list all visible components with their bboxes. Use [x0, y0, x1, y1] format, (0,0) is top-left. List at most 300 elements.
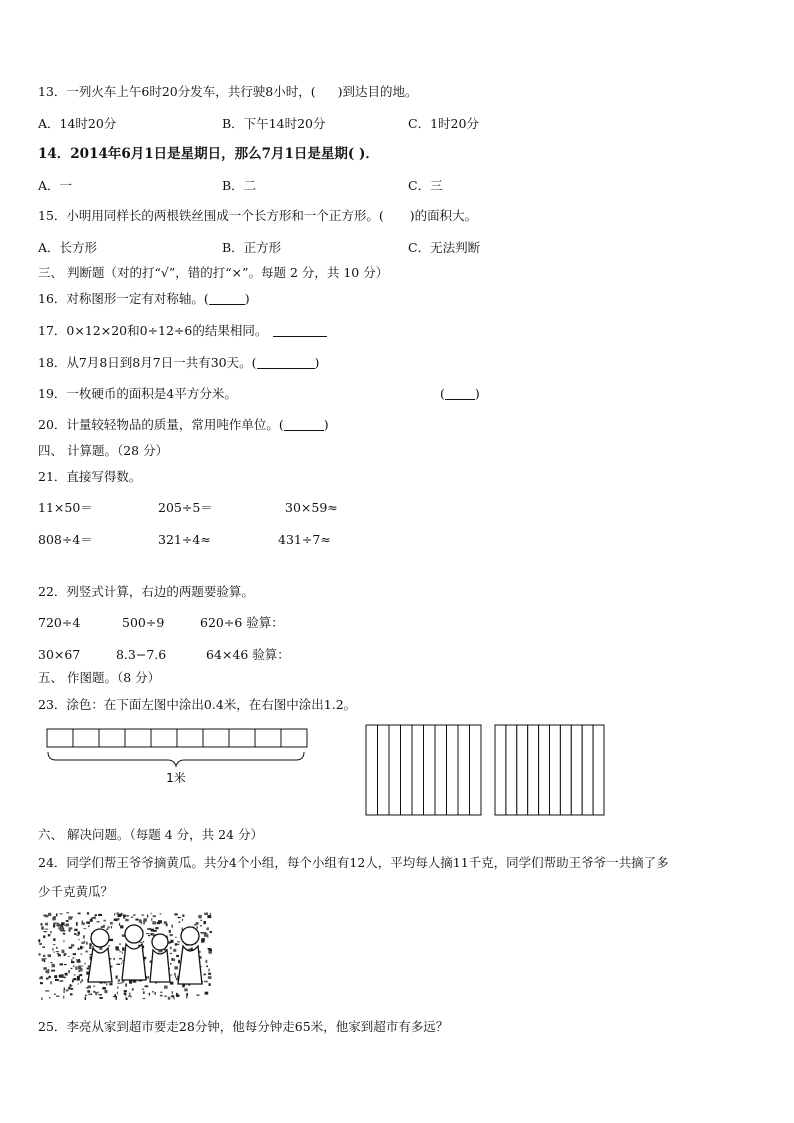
texture-dot [196, 994, 199, 996]
texture-dot [140, 942, 143, 943]
texture-dot [51, 962, 53, 963]
texture-dot [125, 919, 129, 922]
texture-dot [119, 943, 121, 944]
texture-dot [86, 942, 88, 945]
texture-dot [170, 953, 173, 954]
texture-dot [101, 926, 105, 928]
texture-dot [89, 943, 91, 946]
texture-dot [174, 959, 175, 962]
texture-dot [68, 956, 70, 957]
texture-dot [46, 977, 48, 978]
q20-stem: 20．计量较轻物品的质量，常用吨作单位。( ) [38, 417, 329, 432]
texture-dot [69, 947, 73, 949]
q22-item: 8.3−7.6 [116, 647, 167, 662]
q15-option-a[interactable]: A．长方形 [38, 240, 98, 255]
texture-dot [130, 996, 131, 998]
texture-dot [103, 920, 106, 922]
grid-column[interactable] [582, 725, 593, 815]
texture-dot [70, 988, 73, 990]
texture-dot [210, 913, 211, 915]
q21-item: 30×59≈ [285, 500, 338, 515]
q14-stem: 14．2014年6月1日是星期日，那么7月1日是星期( )． [38, 146, 379, 162]
texture-dot [95, 992, 97, 995]
texture-dot [173, 997, 174, 999]
texture-dot [170, 975, 172, 976]
q22-item: 500÷9 [122, 615, 165, 630]
texture-dot [68, 970, 70, 973]
texture-dot [131, 917, 133, 918]
texture-dot [206, 966, 208, 968]
texture-dot [44, 958, 47, 959]
texture-dot [57, 953, 59, 954]
texture-dot [83, 935, 85, 938]
texture-dot [53, 938, 55, 941]
texture-dot [52, 964, 56, 967]
q14-option-c[interactable]: C．三 [408, 178, 443, 193]
q24-line2: 少千克黄瓜？ [38, 884, 114, 899]
texture-dot [75, 967, 77, 970]
q15-option-c[interactable]: C．无法判断 [408, 240, 481, 255]
texture-dot [80, 946, 82, 949]
texture-dot [99, 994, 103, 995]
texture-dot [170, 940, 173, 943]
texture-dot [48, 976, 50, 978]
q17-answer-blank[interactable] [273, 324, 327, 337]
texture-dot [82, 923, 85, 925]
texture-dot [63, 990, 64, 993]
texture-dot [51, 970, 55, 972]
texture-dot [55, 979, 59, 981]
texture-dot [164, 921, 167, 924]
texture-dot [182, 915, 184, 917]
q21-item: 321÷4≈ [158, 532, 211, 547]
texture-dot [71, 968, 73, 969]
grid-column[interactable] [366, 725, 378, 815]
texture-dot [69, 927, 73, 929]
texture-dot [117, 983, 120, 984]
texture-dot [60, 928, 64, 931]
texture-dot [119, 958, 122, 959]
texture-dot [102, 987, 106, 989]
section-6-heading: 六、 解决问题。（每题 4 分，共 24 分） [38, 827, 263, 842]
texture-dot [56, 951, 59, 952]
texture-dot [98, 992, 99, 993]
texture-dot [76, 922, 78, 926]
texture-dot [78, 970, 80, 972]
texture-dot [115, 997, 117, 1000]
grid-column[interactable] [470, 725, 482, 815]
texture-dot [50, 931, 52, 933]
ruler-cell[interactable] [47, 729, 73, 747]
texture-dot [45, 990, 49, 991]
texture-dot [177, 941, 180, 942]
texture-dot [126, 998, 128, 1000]
q16-stem: 16．对称图形一定有对称轴。( ) [38, 291, 250, 306]
texture-dot [200, 925, 202, 927]
texture-dot [43, 955, 45, 957]
texture-dot [54, 994, 56, 996]
texture-dot [208, 976, 212, 979]
texture-dot [168, 997, 171, 1000]
texture-dot [110, 939, 113, 941]
texture-dot [110, 922, 113, 925]
q19-answer-blank[interactable] [445, 387, 475, 400]
q18-stem: 18．从7月8日到8月7日一共有30天。( ) [38, 355, 320, 370]
texture-dot [206, 912, 207, 915]
texture-dot [48, 955, 49, 956]
texture-dot [47, 970, 50, 974]
children-picking-illustration [38, 912, 212, 1000]
texture-dot [208, 973, 211, 975]
texture-dot [125, 983, 127, 986]
grid-figure-left[interactable] [365, 724, 482, 816]
texture-dot [86, 922, 90, 924]
ruler-cells[interactable] [47, 729, 307, 747]
texture-dot [85, 995, 87, 996]
texture-dot [85, 963, 86, 965]
texture-dot [174, 913, 177, 915]
texture-dot [194, 924, 197, 926]
ruler-cell[interactable] [281, 729, 307, 747]
texture-dot [178, 922, 180, 923]
ruler-figure [46, 728, 308, 790]
texture-dot [53, 948, 54, 951]
texture-dot [79, 965, 82, 968]
grid-column[interactable] [458, 725, 470, 815]
texture-dot [49, 997, 50, 999]
texture-dot [117, 987, 118, 989]
q21-item: 808÷4＝ [38, 532, 93, 547]
texture-dot [66, 912, 69, 913]
texture-dot [184, 988, 187, 991]
texture-dot [54, 975, 57, 978]
texture-dot [147, 928, 151, 930]
texture-dot [68, 987, 70, 990]
texture-dot [88, 986, 92, 989]
q25-stem: 25．李亮从家到超市要走28分钟，他每分钟走65米，他家到超市有多远？ [38, 1019, 449, 1034]
texture-dot [173, 949, 176, 952]
grid-column[interactable] [424, 725, 436, 815]
texture-dot [64, 964, 67, 965]
texture-dot [99, 997, 102, 999]
texture-dot [72, 957, 74, 958]
texture-dot [153, 930, 157, 932]
texture-dot [146, 933, 150, 934]
texture-dot [40, 982, 43, 984]
texture-dot [119, 923, 120, 926]
q23-stem: 23．涂色：在下面左图中涂出0.4米，在右图中涂出1.2。 [38, 697, 357, 712]
texture-dot [56, 996, 59, 998]
grid-column[interactable] [593, 725, 604, 815]
texture-dot [153, 915, 156, 917]
texture-dot [208, 948, 211, 950]
texture-dot [73, 965, 74, 967]
q21-item: 431÷7≈ [278, 532, 331, 547]
q22-stem: 22．列竖式计算，右边的两题要验算。 [38, 584, 254, 599]
q17-stem: 17．0×12×20和0÷12÷6的结果相同。 [38, 323, 327, 339]
ruler-cell[interactable] [255, 729, 281, 747]
texture-dot [151, 918, 152, 920]
texture-dot [145, 985, 149, 987]
texture-dot [42, 947, 45, 948]
texture-dot [116, 912, 119, 914]
q13-option-c[interactable]: C．1时20分 [408, 116, 479, 131]
texture-dot [43, 967, 47, 970]
q13-option-b[interactable]: B．下午14时20分 [222, 116, 326, 131]
texture-dot [204, 913, 206, 915]
q18-answer-blank[interactable] [257, 356, 315, 369]
grid-column[interactable] [435, 725, 447, 815]
texture-dot [109, 983, 112, 985]
texture-dot [206, 960, 208, 963]
texture-dot [93, 986, 95, 987]
texture-dot [65, 973, 68, 976]
q22-item: 720÷4 [38, 615, 81, 630]
texture-dot [45, 923, 48, 926]
q14-option-a[interactable]: A．一 [38, 178, 73, 193]
texture-dot [63, 996, 64, 999]
texture-dot [64, 925, 66, 926]
texture-dot [88, 994, 91, 995]
q22-item: 30×67 [38, 647, 81, 662]
texture-dot [53, 944, 56, 945]
texture-dot [64, 988, 65, 991]
texture-dot [148, 976, 150, 979]
texture-dot [178, 960, 179, 963]
ruler-cell[interactable] [99, 729, 125, 747]
texture-dot [59, 913, 62, 914]
texture-dot [108, 926, 110, 928]
texture-dot [135, 919, 138, 921]
texture-dot [116, 949, 119, 951]
texture-dot [200, 920, 202, 921]
ruler-cell[interactable] [177, 729, 203, 747]
texture-dot [210, 931, 212, 933]
grid-figure-right[interactable] [494, 724, 605, 816]
texture-dot [85, 997, 87, 1000]
texture-dot [171, 925, 173, 928]
grid-column[interactable] [550, 725, 561, 815]
texture-dot [160, 995, 163, 997]
texture-dot [50, 981, 52, 984]
texture-dot [92, 917, 95, 919]
texture-dot [45, 929, 49, 930]
texture-dot [90, 919, 93, 922]
texture-dot [114, 994, 116, 996]
texture-dot [109, 945, 111, 946]
texture-dot [44, 960, 45, 963]
texture-dot [155, 927, 158, 929]
texture-dot [170, 934, 173, 936]
texture-dot [171, 995, 174, 997]
texture-dot [207, 915, 211, 918]
texture-dot [176, 995, 180, 997]
grid-column[interactable] [506, 725, 517, 815]
grid-column[interactable] [401, 725, 413, 815]
texture-dot [208, 969, 210, 972]
texture-dot [48, 913, 51, 916]
texture-dot [123, 915, 126, 918]
texture-dot [78, 931, 80, 934]
texture-dot [39, 953, 41, 955]
texture-dot [198, 915, 202, 918]
section-3-heading: 三、 判断题（对的打“√”，错的打“×”。每题 2 分，共 10 分） [38, 265, 389, 280]
section-4-heading: 四、 计算题。（28 分） [38, 443, 169, 458]
ruler-cell[interactable] [203, 729, 229, 747]
texture-dot [95, 914, 97, 916]
texture-dot [150, 933, 152, 935]
texture-dot [124, 990, 127, 992]
texture-dot [153, 933, 155, 936]
texture-dot [79, 974, 82, 976]
texture-dot [104, 990, 107, 993]
texture-dot [141, 914, 144, 915]
texture-dot [70, 993, 73, 995]
ruler-cell[interactable] [151, 729, 177, 747]
grid-column[interactable] [571, 725, 582, 815]
texture-dot [60, 963, 64, 965]
q20-answer-blank[interactable] [284, 418, 324, 431]
texture-dot [41, 923, 43, 925]
texture-dot [152, 921, 156, 924]
texture-dot [154, 992, 156, 995]
texture-dot [82, 965, 83, 966]
texture-dot [152, 991, 153, 993]
texture-dot [71, 944, 74, 946]
q14-option-b[interactable]: B．二 [222, 178, 257, 193]
texture-dot [175, 943, 178, 945]
texture-dot [117, 992, 118, 995]
texture-dot [116, 964, 120, 965]
texture-dot [204, 933, 208, 936]
texture-dot [38, 939, 40, 942]
texture-dot [201, 940, 204, 942]
texture-dot [142, 988, 144, 990]
texture-dot [204, 981, 208, 983]
texture-dot [174, 973, 176, 976]
q13-stem: 13．一列火车上午6时20分发车，共行驶8小时，( )到达目的地。 [38, 84, 418, 99]
texture-dot [118, 979, 120, 982]
texture-dot [122, 980, 124, 982]
texture-dot [124, 993, 127, 995]
q24-line1: 24．同学们帮王爷爷摘黄瓜。共分4个小组，每个小组有12人，平均每人摘11千克，同学们帮助王爷爷一共摘了多 [38, 855, 669, 870]
texture-dot [143, 941, 144, 942]
texture-dot [205, 992, 209, 995]
ruler-cell[interactable] [73, 729, 99, 747]
texture-dot [127, 915, 129, 917]
texture-dot [74, 974, 76, 975]
q15-stem: 15．小明用同样长的两根铁丝围成一个长方形和一个正方形。( )的面积大。 [38, 208, 478, 223]
texture-dot [85, 951, 88, 953]
texture-dot [169, 930, 171, 933]
texture-dot [158, 920, 162, 923]
texture-dot [209, 983, 211, 986]
texture-dot [111, 926, 112, 928]
texture-dot [170, 947, 172, 950]
grid-column[interactable] [412, 725, 424, 815]
texture-dot [143, 998, 146, 999]
texture-dot [69, 985, 72, 986]
q13-option-a[interactable]: A．14时20分 [38, 116, 117, 131]
texture-dot [120, 951, 121, 953]
texture-dot [114, 913, 115, 915]
texture-dot [208, 951, 212, 954]
q15-option-b[interactable]: B．正方形 [222, 240, 282, 255]
texture-dot [117, 918, 119, 921]
texture-dot [176, 955, 179, 957]
q16-answer-blank[interactable] [209, 292, 245, 305]
grid-column[interactable] [495, 725, 506, 815]
texture-dot [106, 983, 108, 985]
ruler-cell[interactable] [229, 729, 255, 747]
texture-dot [69, 917, 73, 918]
texture-dot [189, 949, 190, 950]
texture-dot [43, 935, 45, 938]
texture-dot [43, 931, 47, 932]
grid-column[interactable] [528, 725, 539, 815]
texture-dot [139, 919, 142, 922]
texture-dot [57, 923, 60, 926]
texture-dot [151, 913, 152, 915]
texture-dot [204, 921, 207, 924]
grid-column[interactable] [389, 725, 401, 815]
texture-dot [63, 977, 65, 978]
texture-dot [89, 946, 92, 949]
texture-dot [56, 947, 58, 949]
grid-column[interactable] [560, 725, 571, 815]
texture-dot [132, 988, 134, 990]
texture-dot [81, 954, 82, 955]
texture-dot [143, 922, 145, 924]
texture-dot [148, 935, 150, 936]
texture-dot [63, 933, 65, 935]
q19-stem: 19．一枚硬币的面积是4平方分米。 [38, 386, 237, 401]
texture-dot [160, 992, 163, 993]
texture-dot [171, 959, 173, 961]
ruler-cell[interactable] [125, 729, 151, 747]
texture-dot [160, 913, 162, 914]
grid-column[interactable] [517, 725, 528, 815]
grid-column[interactable] [539, 725, 550, 815]
texture-dot [174, 966, 178, 969]
texture-dot [129, 993, 130, 996]
texture-dot [97, 921, 100, 922]
texture-dot [143, 918, 147, 921]
texture-dot [81, 979, 83, 982]
texture-dot [177, 944, 179, 945]
texture-dot [78, 939, 79, 940]
texture-dot [78, 913, 81, 915]
q21-item: 11×50＝ [38, 500, 93, 515]
texture-dot [172, 991, 173, 994]
texture-dot [80, 981, 81, 983]
grid-column[interactable] [378, 725, 390, 815]
texture-dot [78, 948, 80, 950]
ruler-label: 1米 [166, 771, 186, 785]
texture-dot [63, 940, 64, 942]
texture-dot [175, 937, 176, 938]
texture-dot [116, 920, 118, 922]
texture-dot [186, 993, 188, 996]
grid-column[interactable] [447, 725, 459, 815]
texture-dot [175, 975, 176, 978]
q19-answer: ( ) [440, 386, 480, 401]
texture-dot [88, 925, 89, 927]
texture-dot [59, 975, 63, 978]
texture-dot [60, 980, 64, 982]
texture-dot [66, 989, 69, 991]
texture-dot [186, 996, 187, 999]
